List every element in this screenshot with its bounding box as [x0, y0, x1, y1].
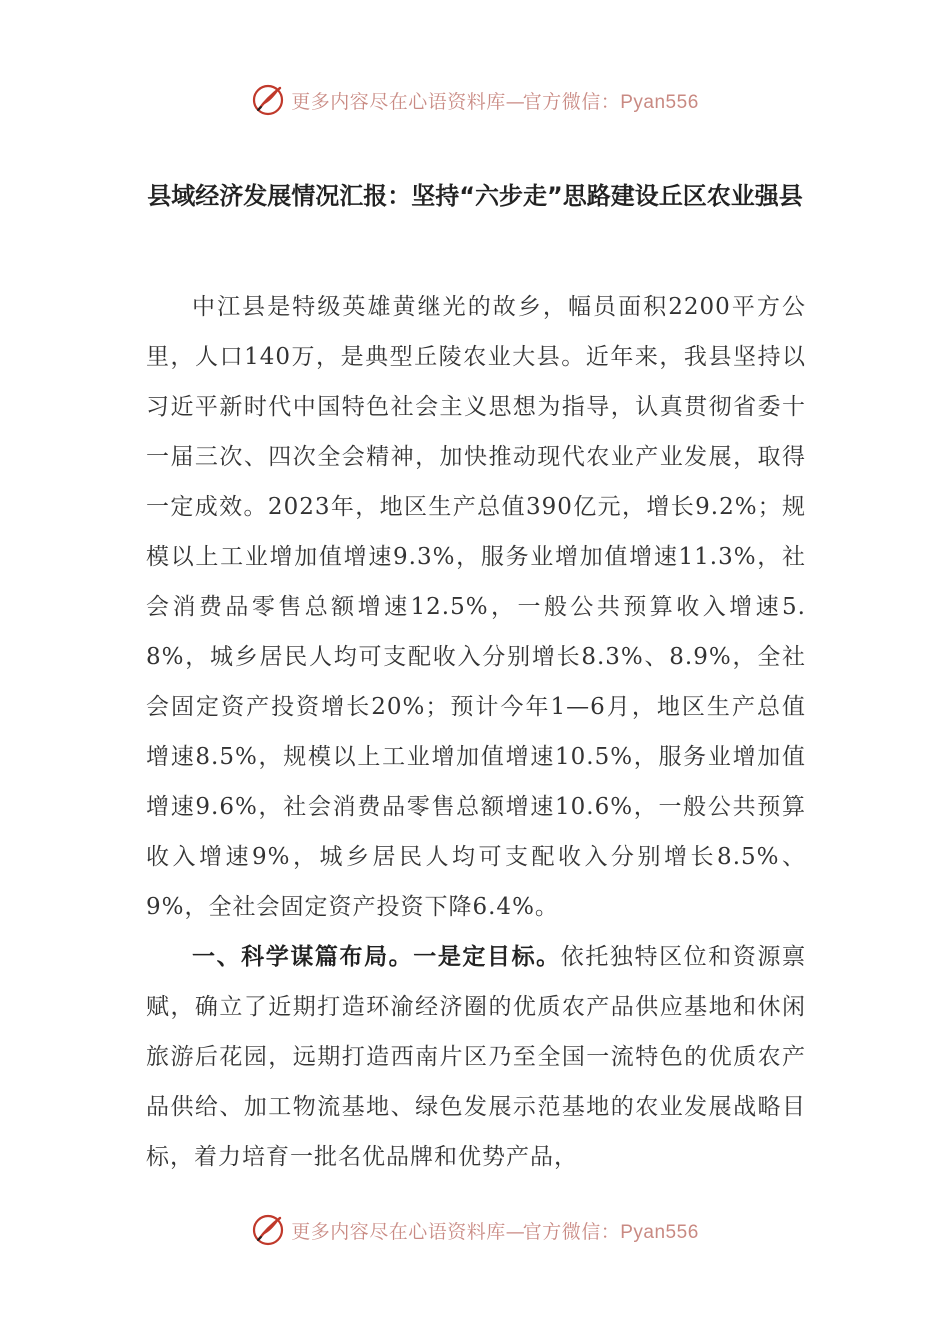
quill-logo-icon — [251, 1213, 285, 1247]
header-watermark-text — [291, 87, 699, 114]
watermark-wechat-id: Pyan556 — [620, 1221, 699, 1243]
document-body — [146, 282, 806, 1182]
footer-watermark — [0, 1210, 950, 1250]
watermark-brand: 更多内容尽在心语资料库 — [291, 90, 506, 113]
section-one-heading: 一、科学谋篇布局。一是定目标。 — [192, 944, 561, 970]
watermark-wechat-id: Pyan556 — [620, 91, 699, 113]
watermark-separator: — — [505, 1220, 523, 1243]
watermark-brand: 更多内容尽在心语资料库 — [291, 1220, 506, 1243]
watermark-wechat-label: 官方微信： — [522, 1220, 621, 1243]
section-one-text: 依托独特区位和资源禀赋，确立了近期打造环渝经济圈的优质农产品供应基地和休闲旅游后花园，远期打造西南片区乃至全国一流特色的优质农产品供给、加工物流基地、绿色发展示范基地的农业发展战略目标，着力培育一批名优品牌和优势产品， — [146, 944, 807, 1170]
paragraph-section-one — [146, 932, 806, 1182]
watermark-separator: — — [505, 90, 523, 113]
paragraph-intro: 中江县是特级英雄黄继光的故乡，幅员面积2200平方公里，人口140万，是典型丘陵农业大县。近年来，我县坚持以习近平新时代中国特色社会主义思想为指导，认真贯彻省委十一届三次、四次全会精神，加快推动现代农业产业发展，取得一定成效。2023年，地区生产总值390亿元，增长9.2%；规模以上工业增加值增速9.3%，服务业增加值增速11.3%，社会消费品零售总额增速12.5%，一般公共预算收入增速5.8%，城乡居民人均可支配收入分别增长8.3%、8.9%，全社会固定资产投资增长20%；预计今年1—6月，地区生产总值增速8.5%，规模以上工业增加值增速10.5%，服务业增加值增速9.6%，社会消费品零售总额增速10.6%，一般公共预算收入增速9%，城乡居民人均可支配收入分别增长8.5%、9%，全社会固定资产投资下降6.4%。 — [146, 294, 806, 920]
document-title: 县域经济发展情况汇报：坚持“六步走”思路建设丘区农业强县 — [147, 182, 803, 210]
quill-logo-icon — [251, 83, 285, 117]
watermark-wechat-label: 官方微信： — [522, 90, 621, 113]
footer-watermark-text — [291, 1217, 699, 1244]
header-watermark — [0, 80, 950, 120]
